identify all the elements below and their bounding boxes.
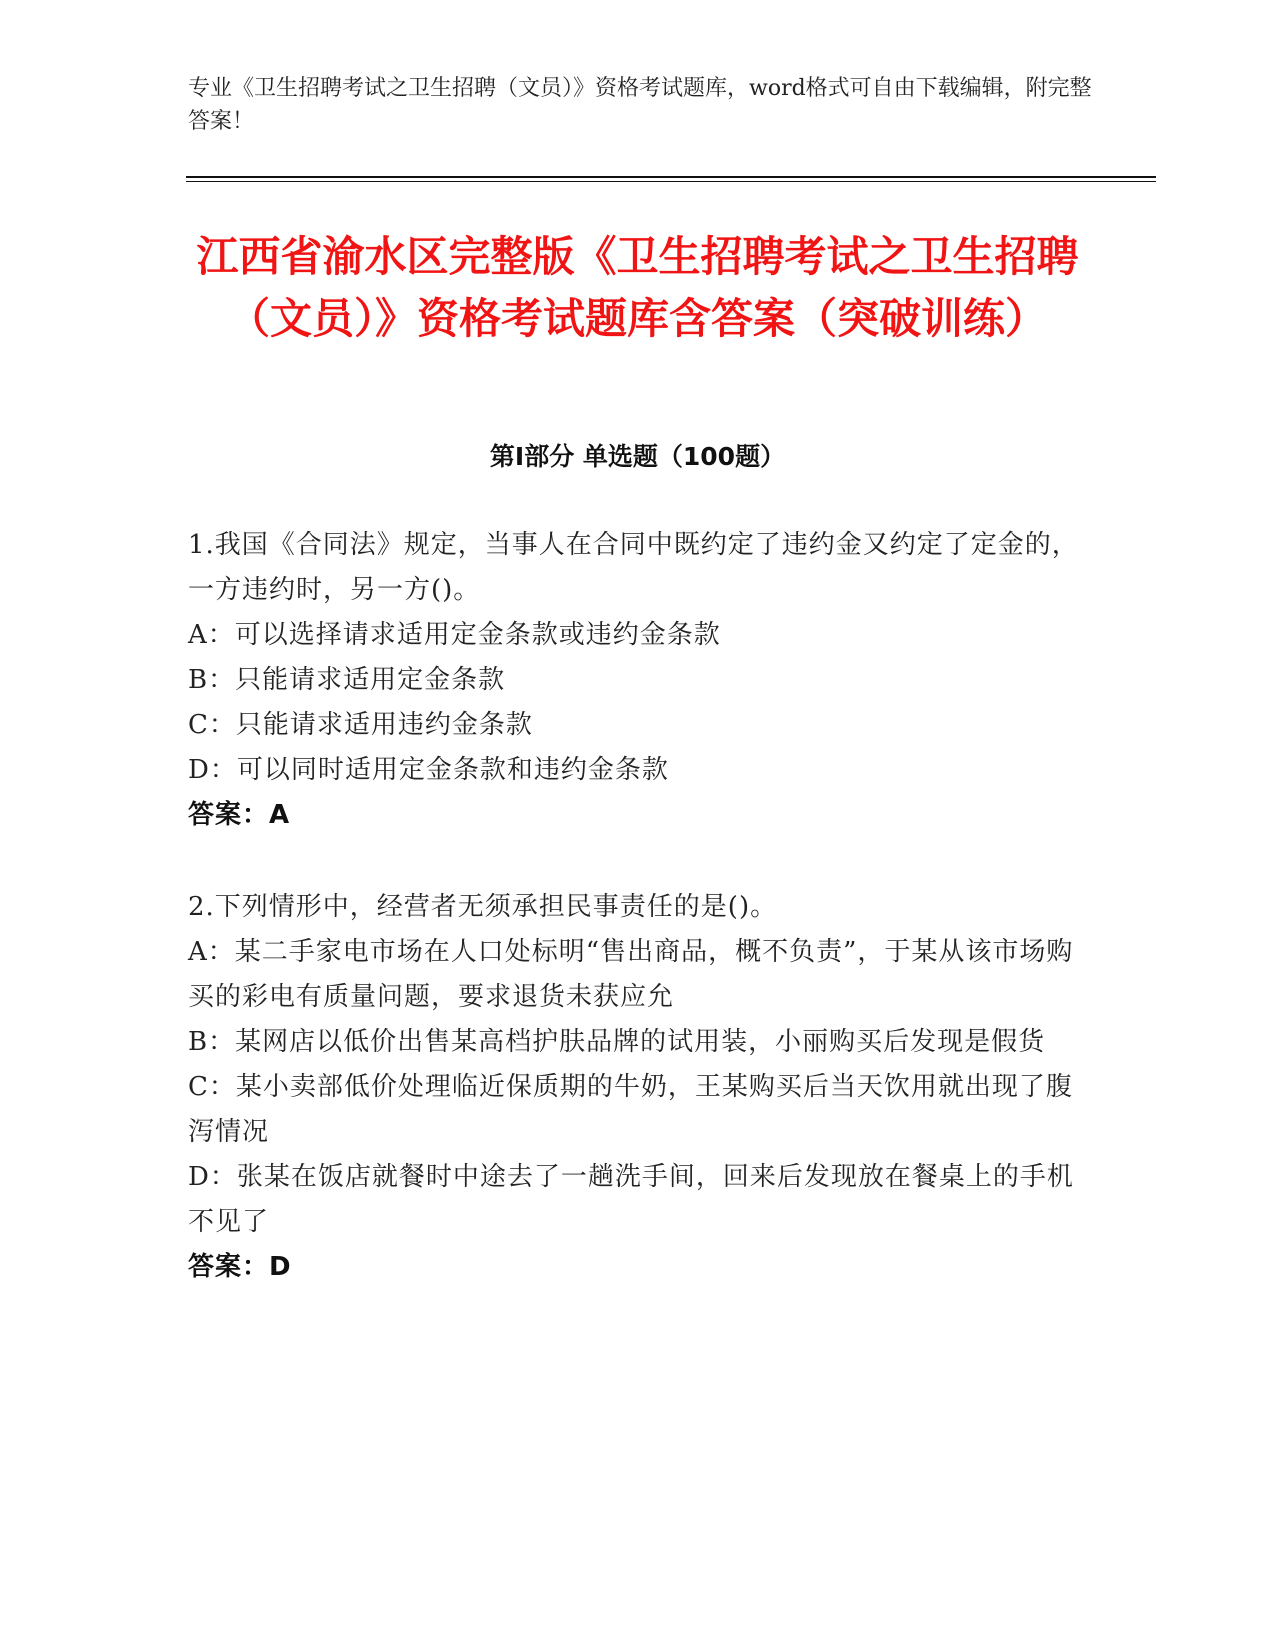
document-title: 江西省渝水区完整版《卫生招聘考试之卫生招聘（文员）》资格考试题库含答案（突破训练） bbox=[196, 232, 1079, 343]
option-b: B：某网店以低价出售某高档护肤品牌的试用装，小丽购买后发现是假货 bbox=[188, 1027, 1046, 1057]
header-divider-thin bbox=[186, 181, 1156, 182]
header-divider-thick bbox=[186, 176, 1156, 178]
option-d: D：张某在饭店就餐时中途去了一趟洗手间，回来后发现放在餐桌上的手机不见了 bbox=[188, 1162, 1074, 1237]
question-stem: 2.下列情形中，经营者无须承担民事责任的是()。 bbox=[188, 892, 778, 922]
header-note: 专业《卫生招聘考试之卫生招聘（文员）》资格考试题库，word格式可自由下载编辑，附完整答案！ bbox=[188, 76, 1092, 134]
question-1 bbox=[188, 523, 1088, 838]
option-d: D：可以同时适用定金条款和违约金条款 bbox=[188, 755, 669, 785]
option-b: B：只能请求适用定金条款 bbox=[188, 665, 506, 695]
option-a: A：某二手家电市场在人口处标明“售出商品，概不负责”，于某从该市场购买的彩电有质量问题，要求退货未获应允 bbox=[188, 937, 1074, 1012]
section-heading: 第I部分 单选题（100题） bbox=[489, 442, 786, 471]
answer-label: 答案：A bbox=[188, 800, 291, 830]
option-c: C：只能请求适用违约金条款 bbox=[188, 710, 533, 740]
option-a: A：可以选择请求适用定金条款或违约金条款 bbox=[188, 620, 721, 650]
option-c: C：某小卖部低价处理临近保质期的牛奶，王某购买后当天饮用就出现了腹泻情况 bbox=[188, 1072, 1073, 1147]
question-stem: 1.我国《合同法》规定，当事人在合同中既约定了违约金又约定了定金的，一方违约时，另一方()。 bbox=[188, 530, 1079, 605]
question-2 bbox=[188, 885, 1088, 1290]
answer-label: 答案：D bbox=[188, 1252, 292, 1282]
